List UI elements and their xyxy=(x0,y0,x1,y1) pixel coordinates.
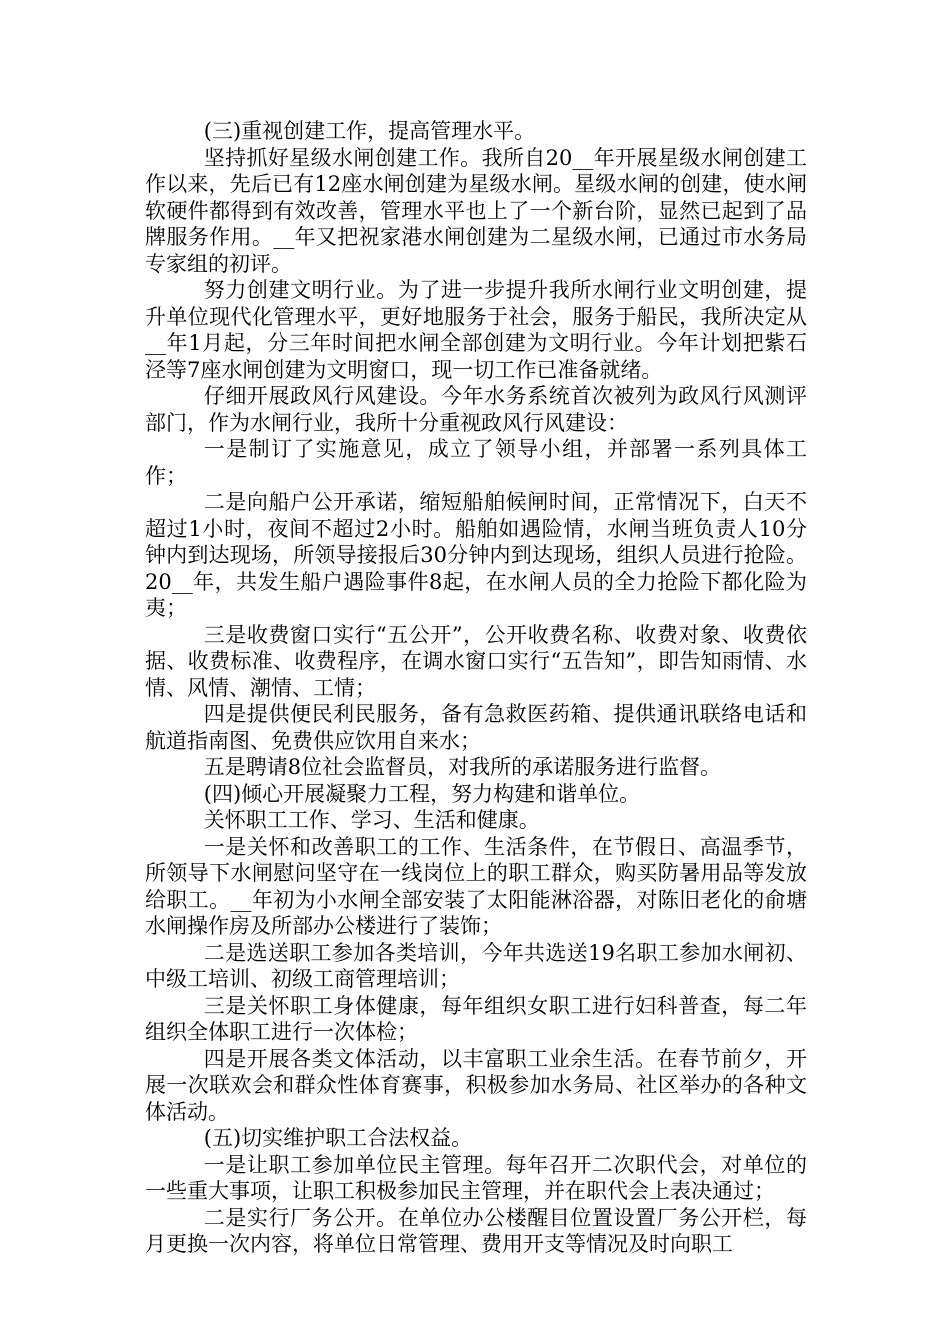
paragraph: 关怀职工工作、学习、生活和健康。 xyxy=(203,808,540,832)
list-item: 一是关怀和改善职工的工作、生活条件，在节假日、高温季节，所领导下水闸慰问坚守在一线岗位上的职工群众，购买防暑用品等发放给职工。__年初为小水闸全部安装了太阳能淋浴器，对陈旧老化的俞塘水闸操作房及所部办公楼进行了装饰； xyxy=(145,834,807,938)
paragraph: 仔细开展政风行风建设。今年水务系统首次被列为政风行风测评部门，作为水闸行业，我所十分重视政风行风建设： xyxy=(145,384,807,435)
list-item: 一是制订了实施意见，成立了领导小组，并部署一系列具体工作； xyxy=(145,437,807,488)
list-item: 三是关怀职工身体健康，每年组织女职工进行妇科普查，每二年组织全体职工进行一次体检； xyxy=(145,993,807,1044)
section-heading-5: (五)切实维护职工合法权益。 xyxy=(203,1126,473,1150)
paragraph: 努力创建文明行业。为了进一步提升我所水闸行业文明创建，提升单位现代化管理水平，更好地服务于社会，服务于船民，我所决定从__年1月起，分三年时间把水闸全部创建为文明行业。今年计划把紫石泾等7座水闸创建为文明窗口，现一切工作已准备就绪。 xyxy=(145,278,807,382)
list-item: 一是让职工参加单位民主管理。每年召开二次职代会，对单位的一些重大事项，让职工积极参加民主管理，并在职代会上表决通过； xyxy=(145,1152,807,1203)
list-item: 二是实行厂务公开。在单位办公楼醒目位置设置厂务公开栏，每月更换一次内容，将单位日常管理、费用开支等情况及时向职工 xyxy=(145,1205,807,1256)
list-item: 二是向船户公开承诺，缩短船舶候闸时间，正常情况下，白天不超过1小时，夜间不超过2小时。船舶如遇险情，水闸当班负责人10分钟内到达现场，所领导接报后30分钟内到达现场，组织人员进行抢险。20__年，共发生船户遇险事件8起，在水闸人员的全力抢险下都化险为夷； xyxy=(145,490,807,620)
section-heading-4: (四)倾心开展凝聚力工程，努力构建和谐单位。 xyxy=(203,781,641,806)
section-heading-3: (三)重视创建工作，提高管理水平。 xyxy=(203,119,536,143)
paragraph: 坚持抓好星级水闸创建工作。我所自20__年开展星级水闸创建工作以来，先后已有12座水闸创建为星级水闸。星级水闸的创建，使水闸软硬件都得到有效改善，管理水平也上了一个新台阶，显然已起到了品牌服务作用。__年又把祝家港水闸创建为二星级水闸，已通过市水务局专家组的初评。 xyxy=(145,145,807,276)
list-item: 四是开展各类文体活动，以丰富职工业余生活。在春节前夕，开展一次联欢会和群众性体育赛事，积极参加水务局、社区举办的各种文体活动。 xyxy=(145,1046,807,1124)
list-item: 三是收费窗口实行“五公开”，公开收费名称、收费对象、收费依据、收费标准、收费程序，在调水窗口实行“五告知”，即告知雨情、水情、风情、潮情、工情； xyxy=(145,622,807,700)
list-item: 五是聘请8位社会监督员，对我所的承诺服务进行监督。 xyxy=(203,755,722,779)
list-item: 二是选送职工参加各类培训，今年共选送19名职工参加水闸初、中级工培训、初级工商管理培训； xyxy=(145,940,807,991)
list-item: 四是提供便民利民服务，备有急救医药箱、提供通讯联络电话和航道指南图、免费供应饮用自来水； xyxy=(145,702,807,753)
document-body xyxy=(145,118,807,1258)
